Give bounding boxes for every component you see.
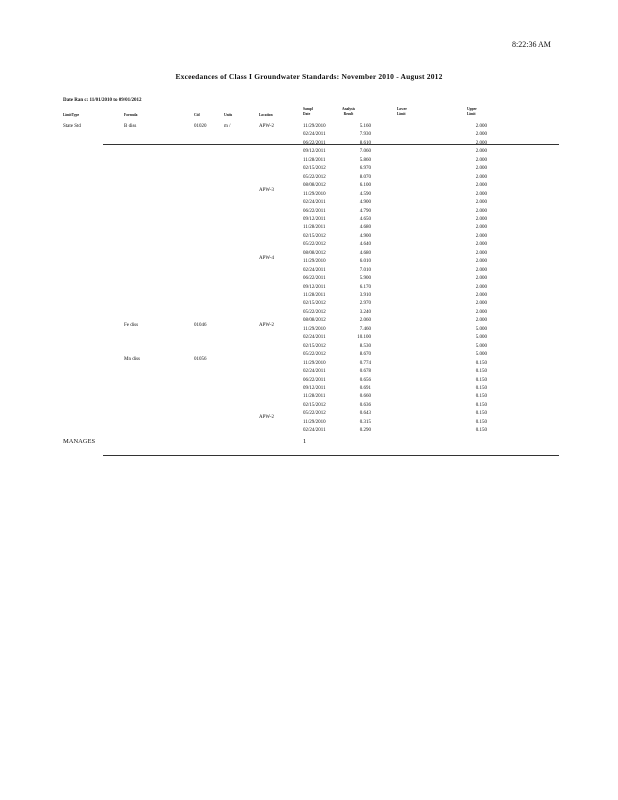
upper-limit: 2.000 [475,216,487,222]
analysis-result: 4.680 [359,250,371,256]
upper-limit: 5.000 [475,335,487,341]
analysis-result: 0.643 [359,411,371,417]
header-upper-limit: Upper Limit [467,107,477,116]
page-number: 1 [303,438,307,445]
upper-limit: 2.000 [475,166,487,172]
sample-date: 05/22/2012 [303,242,326,248]
formula-mn: Mn diss [124,357,140,362]
analysis-result: 7.930 [359,132,371,138]
formula-fe: Fe diss [124,323,139,328]
date-range: Date Ran c: 11/01/2010 to 09/01/2012 [63,98,142,103]
upper-limit: 5.000 [475,352,487,358]
analysis-result: 6.010 [359,259,371,265]
upper-limit: 0.150 [475,377,487,383]
analysis-result: 7.060 [359,149,371,155]
header-analysis-result: Analysis Result [342,107,355,116]
analysis-result: 7.010 [359,267,371,273]
upper-limit: 0.150 [475,369,487,375]
location-label: APW-3 [259,188,274,193]
upper-limit: 0.150 [475,385,487,391]
upper-limit: 5.000 [475,326,487,332]
sample-date: 02/15/2012 [303,166,326,172]
section-divider [103,144,559,145]
upper-limit: 2.000 [475,183,487,189]
upper-limit: 0.150 [475,411,487,417]
footer-label: MANAGES [63,438,96,445]
upper-limit: 2.000 [475,284,487,290]
analysis-result: 7.460 [359,326,371,332]
upper-limit: 2.000 [475,233,487,239]
analysis-result: 3.240 [359,309,371,315]
upper-limit: 2.000 [475,267,487,273]
sample-date: 08/08/2012 [303,250,326,256]
upper-limit: 5.000 [475,343,487,349]
analysis-result: 6.170 [359,284,371,290]
formula-b: B diss [124,124,137,129]
upper-limit: 2.000 [475,309,487,315]
analysis-result: 0.660 [359,394,371,400]
analysis-result: 4.900 [359,200,371,206]
upper-limit: 2.000 [475,318,487,324]
upper-limit: 2.000 [475,208,487,214]
analysis-result: 0.315 [359,419,371,425]
sample-date: 06/22/2011 [303,140,326,146]
sample-date: 11/29/2010 [303,259,326,265]
sample-date: 09/12/2011 [303,385,326,391]
limit-type-value: State Std [63,124,81,129]
analysis-result: 0.774 [359,360,371,366]
upper-limit: 2.000 [475,200,487,206]
sample-date: 09/12/2011 [303,284,326,290]
analysis-result: 2.970 [359,301,371,307]
header-sample-date: Sampl Date [303,107,313,116]
analysis-result: 4.790 [359,208,371,214]
analysis-result: 4.680 [359,225,371,231]
header-formula: Formula [124,113,138,117]
analysis-result: 8.070 [359,174,371,180]
upper-limit: 0.150 [475,428,487,434]
sample-date: 05/22/2012 [303,309,326,315]
analysis-result: 6.100 [359,183,371,189]
sample-date: 02/24/2011 [303,335,326,341]
analysis-result: 8.670 [359,352,371,358]
analysis-result: 5.160 [359,124,371,129]
upper-limit: 2.000 [475,225,487,231]
analysis-result: 0.656 [359,377,371,383]
sample-date: 02/15/2012 [303,343,326,349]
sample-date: 02/24/2011 [303,428,326,434]
sample-date: 02/15/2012 [303,233,326,239]
location-label: APW-2 [259,415,274,420]
upper-limit: 2.000 [475,132,487,138]
analysis-result: 0.678 [359,369,371,375]
upper-limit: 2.000 [475,191,487,197]
upper-limit: 2.000 [475,276,487,282]
sample-date: 05/22/2012 [303,411,326,417]
location-label: APW-2 [259,323,274,328]
sample-date: 11/29/2010 [303,360,326,366]
header-units: Units [224,113,233,117]
analysis-result: 2.060 [359,318,371,324]
header-lower-limit: Lower Limit [397,107,407,116]
sample-date: 02/24/2011 [303,132,326,138]
sample-date: 02/24/2011 [303,267,326,273]
cid-fe: 01046 [194,323,207,328]
analysis-result: 3.910 [359,293,371,298]
sample-date: 02/24/2011 [303,200,326,206]
sample-date: 11/29/2010 [303,419,326,425]
upper-limit: 0.150 [475,402,487,408]
sample-date: 02/15/2012 [303,301,326,307]
sample-date: 11/29/2010 [303,124,326,129]
sample-date: 08/08/2012 [303,318,326,324]
upper-limit: 2.000 [475,301,487,307]
footer-divider [103,455,559,456]
upper-limit: 0.150 [475,394,487,400]
sample-date: 08/08/2012 [303,183,326,189]
header-limit-type: LimitType [63,113,80,117]
upper-limit: 2.000 [475,174,487,180]
sample-date: 06/22/2011 [303,276,326,282]
sample-date: 09/12/2011 [303,216,326,222]
analysis-result: 5.900 [359,276,371,282]
analysis-result: 4.650 [359,216,371,222]
analysis-result: 8.610 [359,140,371,146]
upper-limit: 2.000 [475,250,487,256]
upper-limit: 2.000 [475,140,487,146]
header-cid: Cid [194,113,200,117]
cid-mn: 01056 [194,357,207,362]
sample-date: 11/28/2011 [303,225,326,231]
analysis-result: 4.900 [359,233,371,239]
analysis-result: 8.530 [359,343,371,349]
analysis-result: 0.691 [359,385,371,391]
sample-date: 02/15/2012 [303,402,326,408]
upper-limit: 2.000 [475,293,487,298]
upper-limit: 2.000 [475,259,487,265]
sample-date: 02/24/2011 [303,369,326,375]
units-b: m / [224,124,231,129]
analysis-result: 10.100 [357,335,371,341]
print-time: 8:22:36 AM [512,40,551,49]
sample-date: 11/28/2011 [303,293,326,298]
sample-date: 05/22/2012 [303,174,326,180]
analysis-result: 0.636 [359,402,371,408]
analysis-result: 6.970 [359,166,371,172]
sample-date: 09/12/2011 [303,149,326,155]
upper-limit: 2.000 [475,157,487,163]
sample-date: 06/22/2011 [303,208,326,214]
upper-limit: 0.150 [475,419,487,425]
sample-date: 06/22/2011 [303,377,326,383]
sample-date: 05/22/2012 [303,352,326,358]
analysis-result: 5.860 [359,157,371,163]
analysis-result: 0.290 [359,428,371,434]
header-location: Location [259,113,273,117]
sample-date: 11/29/2010 [303,326,326,332]
location-label: APW-2 [259,124,274,129]
cid-b: 01020 [194,124,207,129]
analysis-result: 4.590 [359,191,371,197]
sample-date: 11/28/2011 [303,394,326,400]
sample-date: 11/28/2011 [303,157,326,163]
analysis-result: 4.640 [359,242,371,248]
sample-date: 11/29/2010 [303,191,326,197]
location-label: APW-4 [259,256,274,261]
upper-limit: 0.150 [475,360,487,366]
upper-limit: 2.000 [475,124,487,129]
upper-limit: 2.000 [475,242,487,248]
report-title: Exceedances of Class I Groundwater Standards: November 2010 - August 2012 [175,72,443,81]
upper-limit: 2.000 [475,149,487,155]
